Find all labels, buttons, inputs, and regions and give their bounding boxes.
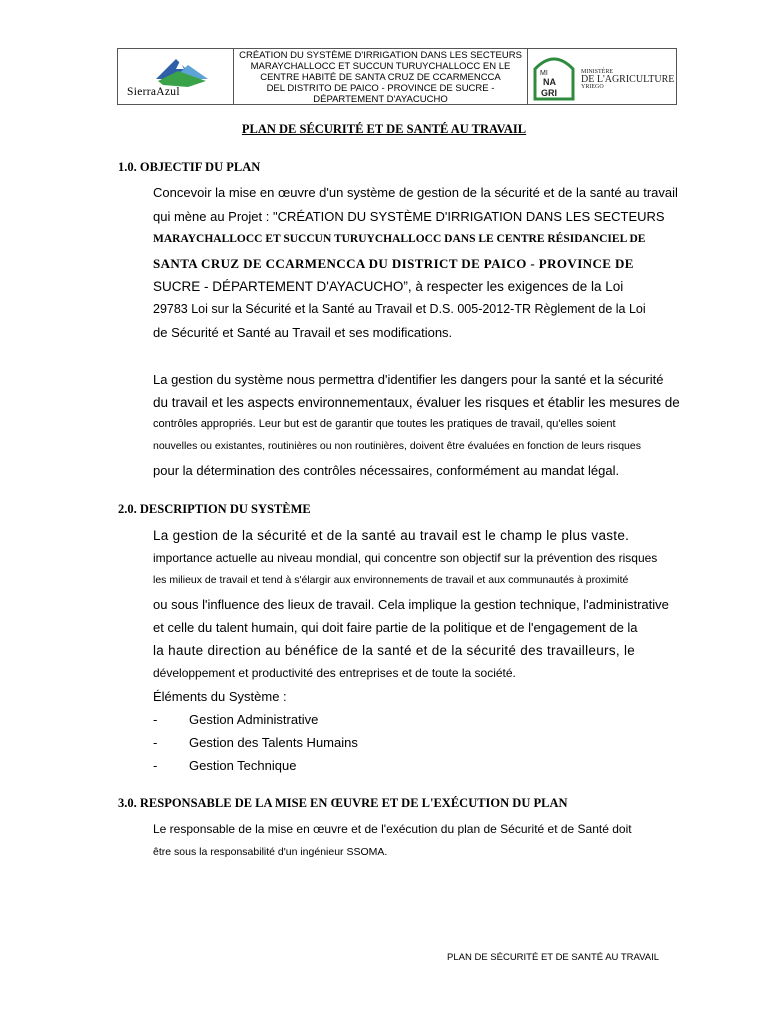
document-header [117,48,677,105]
paragraph-line: MARAYCHALLOCC ET SUCCUN TURUYCHALLOCC DANS LE CENTRE RÉSIDANCIEL DE [153,233,646,245]
section-heading-description: 2.0. DESCRIPTION DU SYSTÈME [118,502,311,516]
paragraph-line: qui mène au Projet : "CRÉATION DU SYSTÈME D'IRRIGATION DANS LES SECTEURS [153,209,665,224]
badge-text-line: NA [543,77,556,87]
sierra-azul-logo [118,49,234,104]
paragraph-line: importance actuelle au niveau mondial, qui concentre son objectif sur la prévention des risques [153,551,658,565]
paragraph-line: ou sous l'influence des lieux de travail. Cela implique la gestion technique, l'administrative [153,597,669,612]
minagri-wordmark [581,69,674,90]
paragraph-line: SUCRE - DÉPARTEMENT D'AYACUCHO”, à respecter les exigences de la Loi [153,279,624,294]
paragraph-line: pour la détermination des contrôles nécessaires, conformément au mandat légal. [153,463,620,478]
ministry-label-tiny: YRIEGO [581,84,604,90]
minagri-logo [528,49,676,104]
page-title: PLAN DE SÉCURITÉ ET DE SANTÉ AU TRAVAIL [241,122,527,136]
bullet-dash: - [153,758,158,773]
page-footer: PLAN DE SÉCURITÉ ET DE SANTÉ AU TRAVAIL [447,952,660,963]
paragraph-line: La gestion de la sécurité et de la santé au travail est le champ le plus vaste. [153,528,630,543]
paragraph-line: et celle du talent humain, qui doit faire partie de la politique et de l'engagement de la [153,620,638,635]
list-item-label: Gestion Administrative [189,712,319,727]
paragraph-line: de Sécurité et Santé au Travail et ses modifications. [153,325,453,340]
paragraph-line: être sous la responsabilité d'un ingénieur SSOMA. [153,846,388,858]
paragraph-line: Éléments du Système : [153,689,287,704]
badge-text-line: MI [540,70,548,77]
list-item [153,758,296,773]
paragraph-line: Le responsable de la mise en œuvre et de l'exécution du plan de Sécurité et de Santé doit [153,822,632,836]
header-title-line: MARAYCHALLOCC ET SUCCUN TURUYCHALLOCC EN LE [250,61,511,72]
bullet-dash: - [153,735,158,750]
sierra-azul-wordmark: SierraAzul [127,86,180,98]
paragraph-line: la haute direction au bénéfice de la santé et de la sécurité des travailleurs, le [153,643,636,658]
header-title-line: DEL DISTRITO DE PAICO - PROVINCE DE SUCRE - [266,83,495,94]
header-project-title [234,49,528,104]
paragraph-line: les milieux de travail et tend à s'élargir aux environnements de travail et aux communautés à proximité [153,574,629,586]
paragraph-line: du travail et les aspects environnementaux, évaluer les risques et établir les mesures de [153,395,680,410]
list-item [153,712,318,727]
bullet-dash: - [153,712,158,727]
section-heading-responsible: 3.0. RESPONSABLE DE LA MISE EN ŒUVRE ET DE L'EXÉCUTION DU PLAN [118,796,568,810]
badge-text-line: GRI [541,88,558,98]
list-item [153,735,358,750]
header-title-line: CRÉATION DU SYSTÈME D'IRRIGATION DANS LES SECTEURS [239,50,522,61]
list-item-label: Gestion Technique [189,758,297,773]
paragraph-line: Concevoir la mise en œuvre d'un système de gestion de la sécurité et de la santé au travail [153,185,678,200]
section-heading-objective: 1.0. OBJECTIF DU PLAN [118,160,261,174]
paragraph-line: nouvelles ou existantes, routinières ou non routinières, doivent être évaluées en fonction de leurs risques [153,440,641,452]
paragraph-line: développement et productivité des entreprises et de toute la société. [153,666,516,680]
minagri-badge-icon [531,53,577,101]
header-title-line: DÉPARTEMENT D'AYACUCHO [313,94,448,105]
paragraph-line: La gestion du système nous permettra d'identifier les dangers pour la santé et la sécurité [153,372,664,387]
paragraph-line: SANTA CRUZ DE CCARMENCCA DU DISTRICT DE PAICO - PROVINCE DE [153,256,634,271]
list-item-label: Gestion des Talents Humains [189,735,358,750]
paragraph-line: 29783 Loi sur la Sécurité et la Santé au Travail et D.S. 005-2012-TR Règlement de la Loi [153,302,646,316]
ministry-label-small: MINISTÈRE [581,69,613,75]
ministry-label-big: DE L'AGRICULTURE [581,74,675,85]
paragraph-line: contrôles appropriés. Leur but est de garantir que toutes les pratiques de travail, qu'elles soient [153,418,616,430]
header-title-line: CENTRE HABITÉ DE SANTA CRUZ DE CCARMENCCA [260,72,501,83]
